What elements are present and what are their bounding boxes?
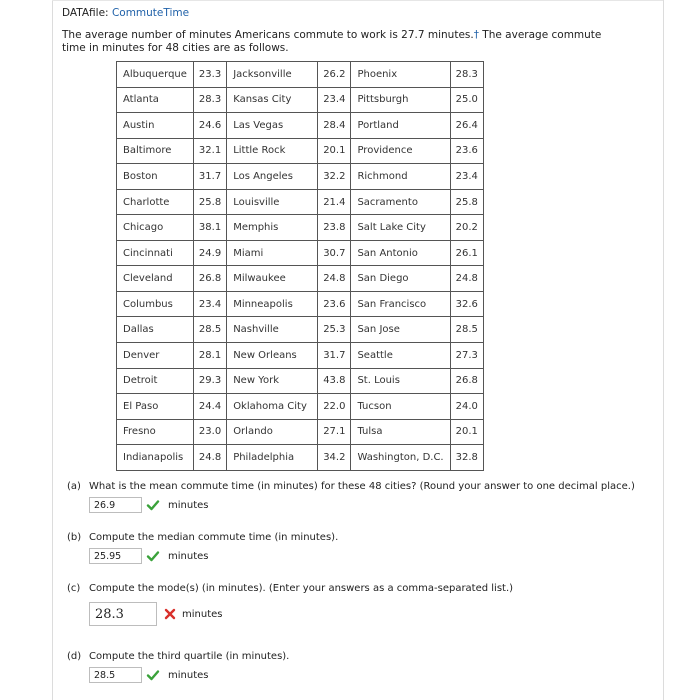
check-icon [146,668,160,682]
table-row [117,62,484,88]
unit-label: minutes [168,499,209,511]
commute-value-cell: 24.8 [450,266,483,292]
commute-value-cell: 20.1 [318,138,351,164]
question-text: Compute the median commute time (in minutes). [89,532,339,543]
commute-value-cell: 27.1 [318,419,351,445]
table-row [117,368,484,394]
table-row [117,164,484,190]
city-cell: Boston [117,164,194,190]
commute-value-cell: 28.3 [450,62,483,88]
question-a [67,481,635,492]
city-cell: Oklahoma City [227,394,318,420]
commute-value-cell: 32.6 [450,291,483,317]
commute-value-cell: 23.3 [193,62,226,88]
city-cell: Dallas [117,317,194,343]
question-text: Compute the mode(s) (in minutes). (Enter your answers as a comma-separated list.) [89,583,514,594]
commute-value-cell: 28.3 [193,87,226,113]
city-cell: St. Louis [351,368,450,394]
city-cell: Washington, D.C. [351,445,450,471]
commute-value-cell: 32.1 [193,138,226,164]
city-cell: Providence [351,138,450,164]
city-cell: Kansas City [227,87,318,113]
commute-value-cell: 32.8 [450,445,483,471]
commute-value-cell: 23.4 [193,291,226,317]
city-cell: Orlando [227,419,318,445]
city-cell: Nashville [227,317,318,343]
city-cell: Portland [351,113,450,139]
commute-value-cell: 26.8 [450,368,483,394]
table-row [117,215,484,241]
table-row [117,317,484,343]
commute-value-cell: 24.9 [193,240,226,266]
commute-value-cell: 24.6 [193,113,226,139]
city-cell: Baltimore [117,138,194,164]
commute-value-cell: 27.3 [450,343,483,369]
city-cell: Louisville [227,189,318,215]
commute-value-cell: 31.7 [318,343,351,369]
footnote-dagger-link[interactable]: † [473,29,479,41]
city-cell: Las Vegas [227,113,318,139]
city-cell: Charlotte [117,189,194,215]
city-cell: Cleveland [117,266,194,292]
question-tag: (c) [67,583,81,594]
city-cell: New York [227,368,318,394]
commute-value-cell: 23.4 [318,87,351,113]
commute-value-cell: 24.8 [318,266,351,292]
answer-row-b [89,548,208,564]
city-cell: San Antonio [351,240,450,266]
city-cell: Los Angeles [227,164,318,190]
city-cell: San Diego [351,266,450,292]
commute-value-cell: 31.7 [193,164,226,190]
commute-value-cell: 22.0 [318,394,351,420]
city-cell: Milwaukee [227,266,318,292]
city-cell: Cincinnati [117,240,194,266]
commute-value-cell: 20.1 [450,419,483,445]
table-row [117,266,484,292]
question-tag: (b) [67,532,82,543]
city-cell: Seattle [351,343,450,369]
commute-value-cell: 25.8 [450,189,483,215]
commute-time-table [116,61,484,471]
answer-row-a [89,497,208,513]
table-row [117,113,484,139]
intro-text [62,29,627,55]
question-c [67,583,513,594]
commute-value-cell: 21.4 [318,189,351,215]
answer-field-d[interactable]: 28.5 [89,667,142,683]
commute-value-cell: 25.8 [193,189,226,215]
commute-value-cell: 26.1 [450,240,483,266]
city-cell: Columbus [117,291,194,317]
city-cell: Memphis [227,215,318,241]
commute-value-cell: 23.6 [318,291,351,317]
datafile-label: DATAfile: [62,7,109,19]
commute-value-cell: 43.8 [318,368,351,394]
city-cell: Tucson [351,394,450,420]
intro-text-before: The average number of minutes Americans commute to work is 27.7 minutes. [62,29,474,41]
city-cell: Philadelphia [227,445,318,471]
commute-value-cell: 23.8 [318,215,351,241]
commute-value-cell: 28.5 [450,317,483,343]
commute-value-cell: 25.3 [318,317,351,343]
answer-field-b[interactable]: 25.95 [89,548,142,564]
table-row [117,291,484,317]
answer-field-a[interactable]: 26.9 [89,497,142,513]
commute-value-cell: 26.2 [318,62,351,88]
commute-value-cell: 32.2 [318,164,351,190]
commute-value-cell: 24.8 [193,445,226,471]
city-cell: Jacksonville [227,62,318,88]
question-d [67,651,289,662]
city-cell: Salt Lake City [351,215,450,241]
datafile-line [62,7,189,19]
commute-value-cell: 20.2 [450,215,483,241]
city-cell: Detroit [117,368,194,394]
city-cell: New Orleans [227,343,318,369]
city-cell: Phoenix [351,62,450,88]
commute-value-cell: 23.0 [193,419,226,445]
table-row [117,189,484,215]
table-row [117,343,484,369]
commute-value-cell: 28.5 [193,317,226,343]
question-tag: (a) [67,481,81,492]
commute-value-cell: 28.1 [193,343,226,369]
commute-value-cell: 25.0 [450,87,483,113]
city-cell: Chicago [117,215,194,241]
city-cell: Miami [227,240,318,266]
unit-label: minutes [168,669,209,681]
answer-row-c [89,602,222,626]
city-cell: Austin [117,113,194,139]
city-cell: Little Rock [227,138,318,164]
commute-value-cell: 26.8 [193,266,226,292]
table-row [117,445,484,471]
city-cell: Tulsa [351,419,450,445]
commute-value-cell: 23.4 [450,164,483,190]
x-icon [163,607,177,621]
table-row [117,138,484,164]
commute-value-cell: 29.3 [193,368,226,394]
question-text: Compute the third quartile (in minutes). [89,651,290,662]
city-cell: Denver [117,343,194,369]
panel-top-border [52,0,663,1]
table-row [117,240,484,266]
city-cell: Pittsburgh [351,87,450,113]
city-cell: El Paso [117,394,194,420]
check-icon [146,498,160,512]
check-icon [146,549,160,563]
city-cell: San Francisco [351,291,450,317]
commute-value-cell: 38.1 [193,215,226,241]
commute-value-cell: 30.7 [318,240,351,266]
datafile-link[interactable]: CommuteTime [111,7,190,19]
question-b [67,532,338,543]
commute-value-cell: 34.2 [318,445,351,471]
commute-value-cell: 28.4 [318,113,351,139]
city-cell: San Jose [351,317,450,343]
city-cell: Sacramento [351,189,450,215]
table-row [117,394,484,420]
commute-value-cell: 23.6 [450,138,483,164]
answer-field-c[interactable]: 28.3 [89,602,157,626]
table-row [117,87,484,113]
unit-label: minutes [182,608,223,620]
city-cell: Atlanta [117,87,194,113]
commute-value-cell: 24.4 [193,394,226,420]
city-cell: Richmond [351,164,450,190]
question-tag: (d) [67,651,82,662]
question-text: What is the mean commute time (in minutes) for these 48 cities? (Round your answer to one decimal place.) [89,481,635,492]
table-row [117,419,484,445]
city-cell: Albuquerque [117,62,194,88]
unit-label: minutes [168,550,209,562]
commute-value-cell: 26.4 [450,113,483,139]
city-cell: Minneapolis [227,291,318,317]
commute-value-cell: 24.0 [450,394,483,420]
answer-row-d [89,667,208,683]
city-cell: Fresno [117,419,194,445]
intro-text-after: The average commute time in minutes for 48 cities are as follows. [62,29,602,54]
city-cell: Indianapolis [117,445,194,471]
